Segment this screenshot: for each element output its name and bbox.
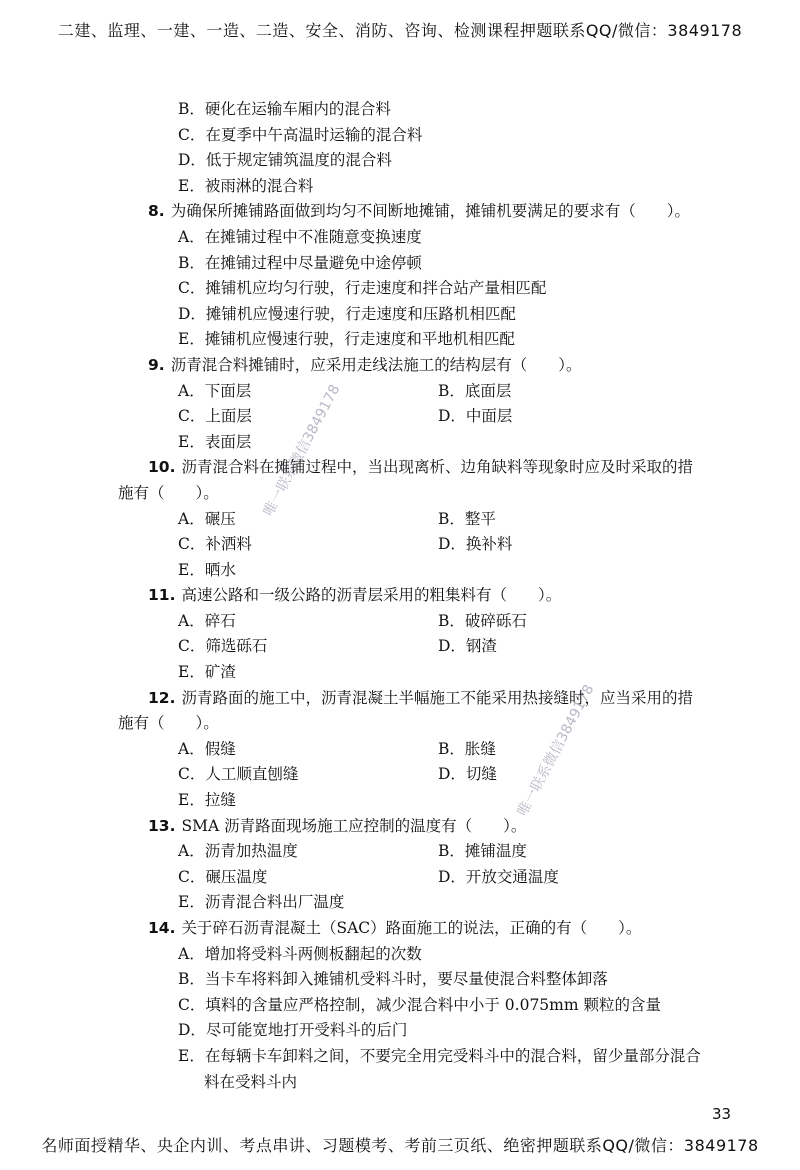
question-number: 9. bbox=[148, 355, 165, 374]
option: D．开放交通温度 bbox=[438, 867, 559, 886]
question-number: 14. bbox=[148, 919, 176, 937]
option: C．上面层 bbox=[178, 407, 252, 426]
option-line: C．摊铺机应均匀行驶，行走速度和拌合站产量相匹配 bbox=[178, 279, 547, 298]
option-line: D．摊铺机应慢速行驶，行走速度和压路机相匹配 bbox=[178, 304, 516, 323]
question-text-continued: 施有（ ）。 bbox=[118, 714, 219, 733]
option-line: E．拉缝 bbox=[178, 791, 236, 810]
question-number: 8. bbox=[148, 202, 165, 221]
option: A．假缝 bbox=[178, 739, 236, 758]
option-row bbox=[118, 404, 758, 430]
question-number: 11. bbox=[148, 586, 176, 605]
option: B．整平 bbox=[438, 509, 496, 528]
option: D．钢渣 bbox=[438, 637, 497, 656]
option-line: A．在摊铺过程中不准随意变换速度 bbox=[178, 227, 422, 246]
question-content bbox=[118, 97, 758, 1095]
option: A．沥青加热温度 bbox=[178, 842, 298, 861]
question-12 bbox=[118, 686, 758, 712]
question-8 bbox=[118, 199, 758, 225]
option: B．胀缝 bbox=[438, 739, 496, 758]
option-line: E．矿渣 bbox=[178, 663, 236, 682]
option: C．补洒料 bbox=[178, 535, 252, 554]
option: D．换补料 bbox=[438, 535, 513, 554]
question-13 bbox=[118, 814, 758, 840]
option-line: C．在夏季中午高温时运输的混合料 bbox=[178, 125, 423, 144]
question-text: 高速公路和一级公路的沥青层采用的粗集料有（ ）。 bbox=[181, 586, 562, 605]
option-line: C．填料的含量应严格控制，减少混合料中小于 0.075mm 颗粒的含量 bbox=[178, 995, 661, 1014]
option-line-continued: 料在受料斗内 bbox=[204, 1072, 298, 1091]
question-text: SMA 沥青路面现场施工应控制的温度有（ ）。 bbox=[181, 816, 527, 835]
page-footer: 名师面授精华、央企内训、考点串讲、习题模考、考前三页纸、绝密押题联系QQ/微信：3849178 bbox=[41, 1136, 759, 1155]
option-line: D．低于规定铺筑温度的混合料 bbox=[178, 151, 392, 170]
option-line: E．沥青混合料出厂温度 bbox=[178, 893, 345, 912]
option-line: E．晒水 bbox=[178, 560, 236, 579]
option: A．下面层 bbox=[178, 381, 252, 400]
question-text: 沥青混合料摊铺时，应采用走线法施工的结构层有（ ）。 bbox=[170, 355, 582, 374]
watermark-2: 唯一联系微信3849178 bbox=[514, 682, 598, 819]
option: C．筛选砾石 bbox=[178, 637, 268, 656]
option-row bbox=[118, 532, 758, 558]
option: B．破碎砾石 bbox=[438, 611, 527, 630]
question-number: 13. bbox=[148, 816, 176, 835]
option: D．切缝 bbox=[438, 765, 497, 784]
option-line: A．增加将受料斗两侧板翻起的次数 bbox=[178, 944, 422, 963]
question-number: 12. bbox=[148, 688, 176, 707]
option-row bbox=[118, 762, 758, 788]
question-number: 10. bbox=[148, 458, 176, 477]
option: A．碾压 bbox=[178, 509, 236, 528]
page-header: 二建、监理、一建、一造、二造、安全、消防、咨询、检测课程押题联系QQ/微信：3849178 bbox=[57, 21, 743, 40]
question-10 bbox=[118, 455, 758, 481]
option-row bbox=[118, 839, 758, 865]
question-text: 沥青路面的施工中，沥青混凝土半幅施工不能采用热接缝时，应当采用的措 bbox=[181, 688, 693, 707]
question-14 bbox=[118, 916, 758, 942]
option: B．底面层 bbox=[438, 381, 512, 400]
option-row bbox=[118, 609, 758, 635]
option: C．碾压温度 bbox=[178, 867, 268, 886]
option-line: B．硬化在运输车厢内的混合料 bbox=[178, 100, 391, 118]
watermark-1: 唯一联系微信3849178 bbox=[260, 382, 344, 519]
option-row bbox=[118, 865, 758, 891]
option: D．中面层 bbox=[438, 407, 513, 426]
option-row bbox=[118, 634, 758, 660]
option-line: E．表面层 bbox=[178, 432, 252, 451]
question-text: 关于碎石沥青混凝土（SAC）路面施工的说法，正确的有（ ）。 bbox=[181, 919, 642, 937]
option-row bbox=[118, 379, 758, 405]
option-line: B．在摊铺过程中尽量避免中途停顿 bbox=[178, 253, 422, 272]
question-9 bbox=[118, 353, 758, 379]
page-number: 33 bbox=[712, 1105, 732, 1123]
option-line: E．在每辆卡车卸料之间，不要完全用完受料斗中的混合料，留少量部分混合 bbox=[178, 1046, 701, 1065]
option-line: E．摊铺机应慢速行驶，行走速度和平地机相匹配 bbox=[178, 330, 515, 349]
option: B．摊铺温度 bbox=[438, 842, 527, 861]
option: C．人工顺直刨缝 bbox=[178, 765, 299, 784]
option-row bbox=[118, 507, 758, 533]
option-row bbox=[118, 737, 758, 763]
question-text-continued: 施有（ ）。 bbox=[118, 483, 219, 502]
question-text: 为确保所摊铺路面做到均匀不间断地摊铺，摊铺机要满足的要求有（ ）。 bbox=[170, 202, 690, 221]
option-line: B．当卡车将料卸入摊铺机受料斗时，要尽量使混合料整体卸落 bbox=[178, 970, 608, 989]
option-line: E．被雨淋的混合料 bbox=[178, 176, 314, 195]
question-11 bbox=[118, 583, 758, 609]
option: A．碎石 bbox=[178, 611, 236, 630]
option-line: D．尽可能宽地打开受料斗的后门 bbox=[178, 1021, 408, 1040]
question-text: 沥青混合料在摊铺过程中，当出现离析、边角缺料等现象时应及时采取的措 bbox=[181, 458, 693, 477]
